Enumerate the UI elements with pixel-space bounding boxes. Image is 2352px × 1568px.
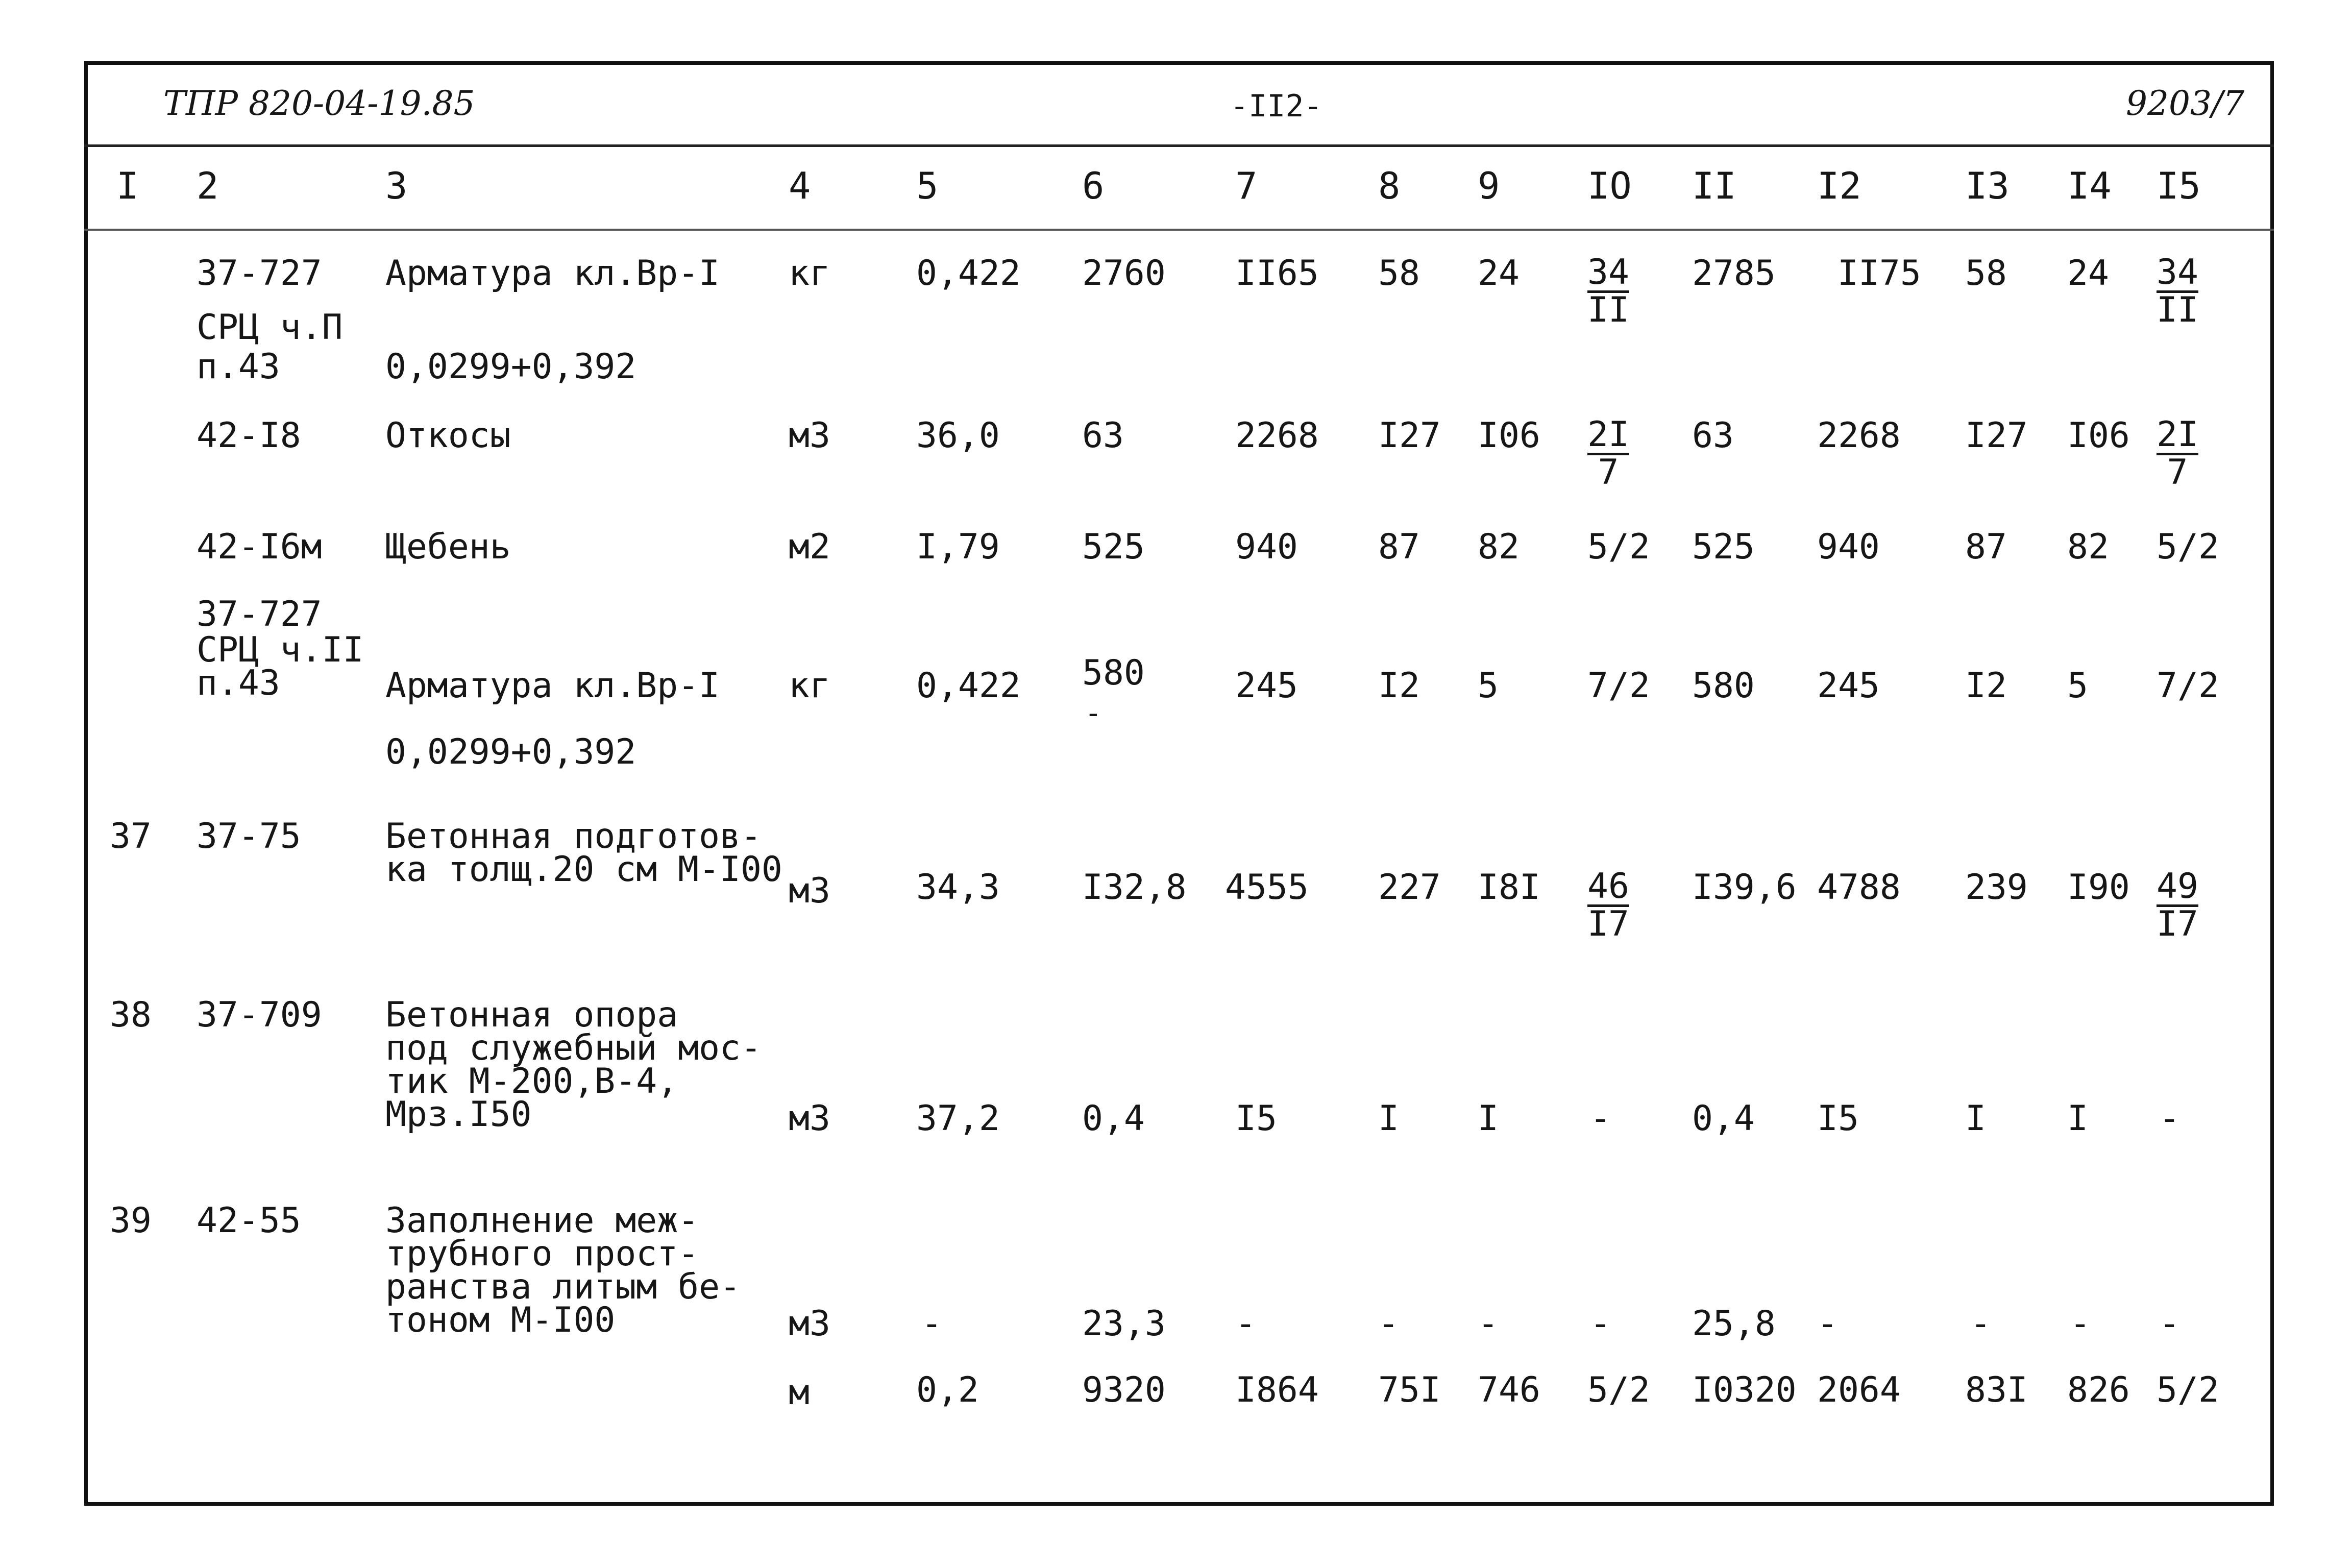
- code-cell: 37-75: [197, 816, 301, 856]
- column-number: I3: [1965, 164, 2010, 207]
- row-number: 39: [110, 1200, 152, 1241]
- value-cell: 2268: [1817, 415, 1901, 456]
- value-cell: 5/2: [1587, 1370, 1650, 1410]
- unit-cell: м3: [789, 1304, 830, 1344]
- quantity-cell: 34,3: [916, 867, 1000, 908]
- value-cell: -: [1378, 1304, 1399, 1344]
- value-cell: 0,4: [1692, 1098, 1755, 1139]
- fraction-numerator: 49: [2157, 866, 2198, 906]
- value-cell: 63: [1082, 415, 1124, 456]
- fraction-denominator: 7: [2167, 452, 2188, 493]
- quantity-cell: -: [921, 1304, 942, 1344]
- column-number: I: [116, 164, 139, 207]
- code-cell: п.43: [197, 663, 280, 703]
- formula-cell: 0,0299+0,392: [385, 732, 636, 772]
- value-cell: I39,6: [1692, 867, 1797, 908]
- fraction-denominator: I7: [2157, 903, 2198, 944]
- fraction-numerator: 2I: [2157, 414, 2198, 455]
- unit-cell: м: [789, 1373, 810, 1413]
- value-cell: I2: [1378, 666, 1420, 706]
- name-cell: Арматура кл.Вр-I: [385, 253, 720, 293]
- value-cell: 227: [1378, 867, 1441, 908]
- value-cell: I27: [1965, 415, 2028, 456]
- column-number: 7: [1235, 164, 1258, 207]
- name-cell: ка толщ.20 см М-I00: [385, 849, 782, 890]
- name-cell: Мрз.I50: [385, 1094, 532, 1135]
- value-cell: 5: [2067, 666, 2088, 706]
- name-cell: ранства литым бе-: [385, 1267, 741, 1307]
- value-cell: I: [1378, 1098, 1399, 1139]
- value-cell: 87: [1965, 527, 2007, 567]
- name-cell: тоном М-I00: [385, 1300, 616, 1340]
- fraction-cell: [1587, 252, 1629, 330]
- value-cell: 87: [1378, 527, 1420, 567]
- value-cell: 7/2: [2157, 666, 2219, 706]
- value-cell: I: [1965, 1098, 1986, 1139]
- fraction-numerator: 34: [1587, 252, 1629, 292]
- fraction-numerator: 2I: [1587, 414, 1629, 455]
- value-cell: 940: [1817, 527, 1880, 567]
- value-cell: -: [1590, 1098, 1611, 1139]
- fraction-cell: [1587, 414, 1629, 493]
- value-cell: II65: [1235, 253, 1319, 293]
- code-cell: п.43: [197, 347, 280, 387]
- value-cell: 9320: [1082, 1370, 1166, 1410]
- name-cell: Откосы: [385, 415, 511, 456]
- column-number: 9: [1478, 164, 1500, 207]
- value-cell: 4788: [1817, 867, 1901, 908]
- sheet-reference: 9203/7: [2126, 84, 2245, 123]
- value-cell: 940: [1235, 527, 1298, 567]
- name-cell: Заполнение меж-: [385, 1200, 699, 1241]
- value-cell: I90: [2067, 867, 2130, 908]
- unit-cell: кг: [789, 253, 830, 293]
- fraction-numerator: 46: [1587, 866, 1629, 906]
- value-cell: 58: [1378, 253, 1420, 293]
- column-number: I5: [2157, 164, 2201, 207]
- value-cell: 5/2: [2157, 527, 2219, 567]
- value-cell: 5/2: [2157, 1370, 2219, 1410]
- column-number: 6: [1082, 164, 1105, 207]
- value-cell: 580: [1692, 666, 1755, 706]
- fraction-cell: [1587, 866, 1629, 944]
- code-cell: СРЦ ч.П: [197, 307, 343, 348]
- fraction-denominator: II: [2157, 289, 2198, 330]
- quantity-cell: 0,2: [916, 1370, 979, 1410]
- value-cell: 75I: [1378, 1370, 1441, 1410]
- value-cell: 24: [1478, 253, 1520, 293]
- row-number: 37: [110, 816, 152, 856]
- quantity-cell: 0,422: [916, 253, 1021, 293]
- unit-cell: м3: [789, 1098, 830, 1139]
- value-cell: 2268: [1235, 415, 1319, 456]
- value-cell: I8I: [1478, 867, 1540, 908]
- value-cell: 4555: [1225, 867, 1309, 908]
- column-number: 8: [1378, 164, 1401, 207]
- unit-cell: м2: [789, 527, 830, 567]
- value-cell: 2760: [1082, 253, 1166, 293]
- value-cell: 63: [1692, 415, 1734, 456]
- unit-cell: кг: [789, 666, 830, 706]
- value-cell: 5: [1478, 666, 1499, 706]
- name-cell: под служебный мос-: [385, 1028, 762, 1068]
- value-cell: I06: [2067, 415, 2130, 456]
- name-cell: тик М-200,В-4,: [385, 1061, 678, 1101]
- column-number: I4: [2067, 164, 2112, 207]
- value-cell: -: [2159, 1098, 2180, 1139]
- value-cell: 239: [1965, 867, 2028, 908]
- fraction-cell: [2157, 414, 2198, 493]
- column-number: 3: [385, 164, 408, 207]
- column-number: II: [1692, 164, 1736, 207]
- value-cell: I5: [1235, 1098, 1277, 1139]
- value-cell: 2064: [1817, 1370, 1901, 1410]
- fraction-denominator: 7: [1598, 452, 1619, 493]
- value-cell: 82: [2067, 527, 2109, 567]
- column-header-divider: [84, 229, 2274, 231]
- value-cell: -: [2159, 1304, 2180, 1344]
- code-cell: 42-55: [197, 1200, 301, 1241]
- value-cell: I2: [1965, 666, 2007, 706]
- column-number: 5: [916, 164, 939, 207]
- value-cell: -: [1970, 1304, 1991, 1344]
- column-number: I2: [1817, 164, 1861, 207]
- code-cell: 42-I8: [197, 415, 301, 456]
- name-cell: Бетонная опора: [385, 995, 678, 1035]
- column-number: IO: [1587, 164, 1632, 207]
- value-cell: -: [1478, 1304, 1499, 1344]
- value-cell: I32,8: [1082, 867, 1187, 908]
- value-cell: 58: [1965, 253, 2007, 293]
- column-number: 4: [789, 164, 811, 207]
- value-cell: 746: [1478, 1370, 1540, 1410]
- value-cell: -: [1590, 1304, 1611, 1344]
- name-cell: трубного прост-: [385, 1234, 699, 1274]
- name-cell: Бетонная подготов-: [385, 816, 762, 856]
- value-cell: 245: [1235, 666, 1298, 706]
- document-code: ТПР 820-04-19.85: [163, 84, 475, 123]
- column-number: 2: [197, 164, 219, 207]
- value-cell: 2785: [1692, 253, 1776, 293]
- value-cell: -: [1817, 1304, 1838, 1344]
- value-cell: I06: [1478, 415, 1540, 456]
- fraction-cell: [2157, 252, 2198, 330]
- value-cell: I5: [1817, 1098, 1859, 1139]
- fraction-cell: [2157, 866, 2198, 944]
- code-cell: СРЦ ч.II: [197, 630, 364, 670]
- value-cell: 83I: [1965, 1370, 2028, 1410]
- quantity-cell: 37,2: [916, 1098, 1000, 1139]
- code-cell: 37-727: [197, 594, 322, 634]
- unit-cell: м3: [789, 871, 830, 911]
- code-cell: 37-727: [197, 253, 322, 293]
- value-cell: I864: [1235, 1370, 1319, 1410]
- code-cell: 42-I6м: [197, 527, 322, 567]
- dash-mark: -: [1085, 697, 1102, 730]
- value-cell: 0,4: [1082, 1098, 1145, 1139]
- quantity-cell: 36,0: [916, 415, 1000, 456]
- value-cell: 245: [1817, 666, 1880, 706]
- name-cell: Арматура кл.Вр-I: [385, 666, 720, 706]
- value-cell: 826: [2067, 1370, 2130, 1410]
- value-cell: I0320: [1692, 1370, 1797, 1410]
- quantity-cell: I,79: [916, 527, 1000, 567]
- unit-cell: м3: [789, 415, 830, 456]
- value-cell: -: [2070, 1304, 2091, 1344]
- row-number: 38: [110, 995, 152, 1035]
- header-divider: [84, 144, 2274, 147]
- value-cell: 82: [1478, 527, 1520, 567]
- fraction-numerator: 34: [2157, 252, 2198, 292]
- value-cell: I: [2067, 1098, 2088, 1139]
- value-cell: II75: [1837, 253, 1921, 293]
- formula-cell: 0,0299+0,392: [385, 347, 636, 387]
- value-cell: 580: [1082, 653, 1145, 693]
- page-number: -II2-: [1230, 88, 1322, 124]
- value-cell: 5/2: [1587, 527, 1650, 567]
- value-cell: 25,8: [1692, 1304, 1776, 1344]
- value-cell: I: [1478, 1098, 1499, 1139]
- fraction-denominator: II: [1587, 289, 1629, 330]
- code-cell: 37-709: [197, 995, 322, 1035]
- value-cell: I27: [1378, 415, 1441, 456]
- value-cell: 24: [2067, 253, 2109, 293]
- quantity-cell: 0,422: [916, 666, 1021, 706]
- name-cell: Щебень: [385, 527, 511, 567]
- fraction-denominator: I7: [1587, 903, 1629, 944]
- value-cell: 7/2: [1587, 666, 1650, 706]
- value-cell: 23,3: [1082, 1304, 1166, 1344]
- value-cell: 525: [1082, 527, 1145, 567]
- value-cell: 525: [1692, 527, 1755, 567]
- value-cell: -: [1235, 1304, 1256, 1344]
